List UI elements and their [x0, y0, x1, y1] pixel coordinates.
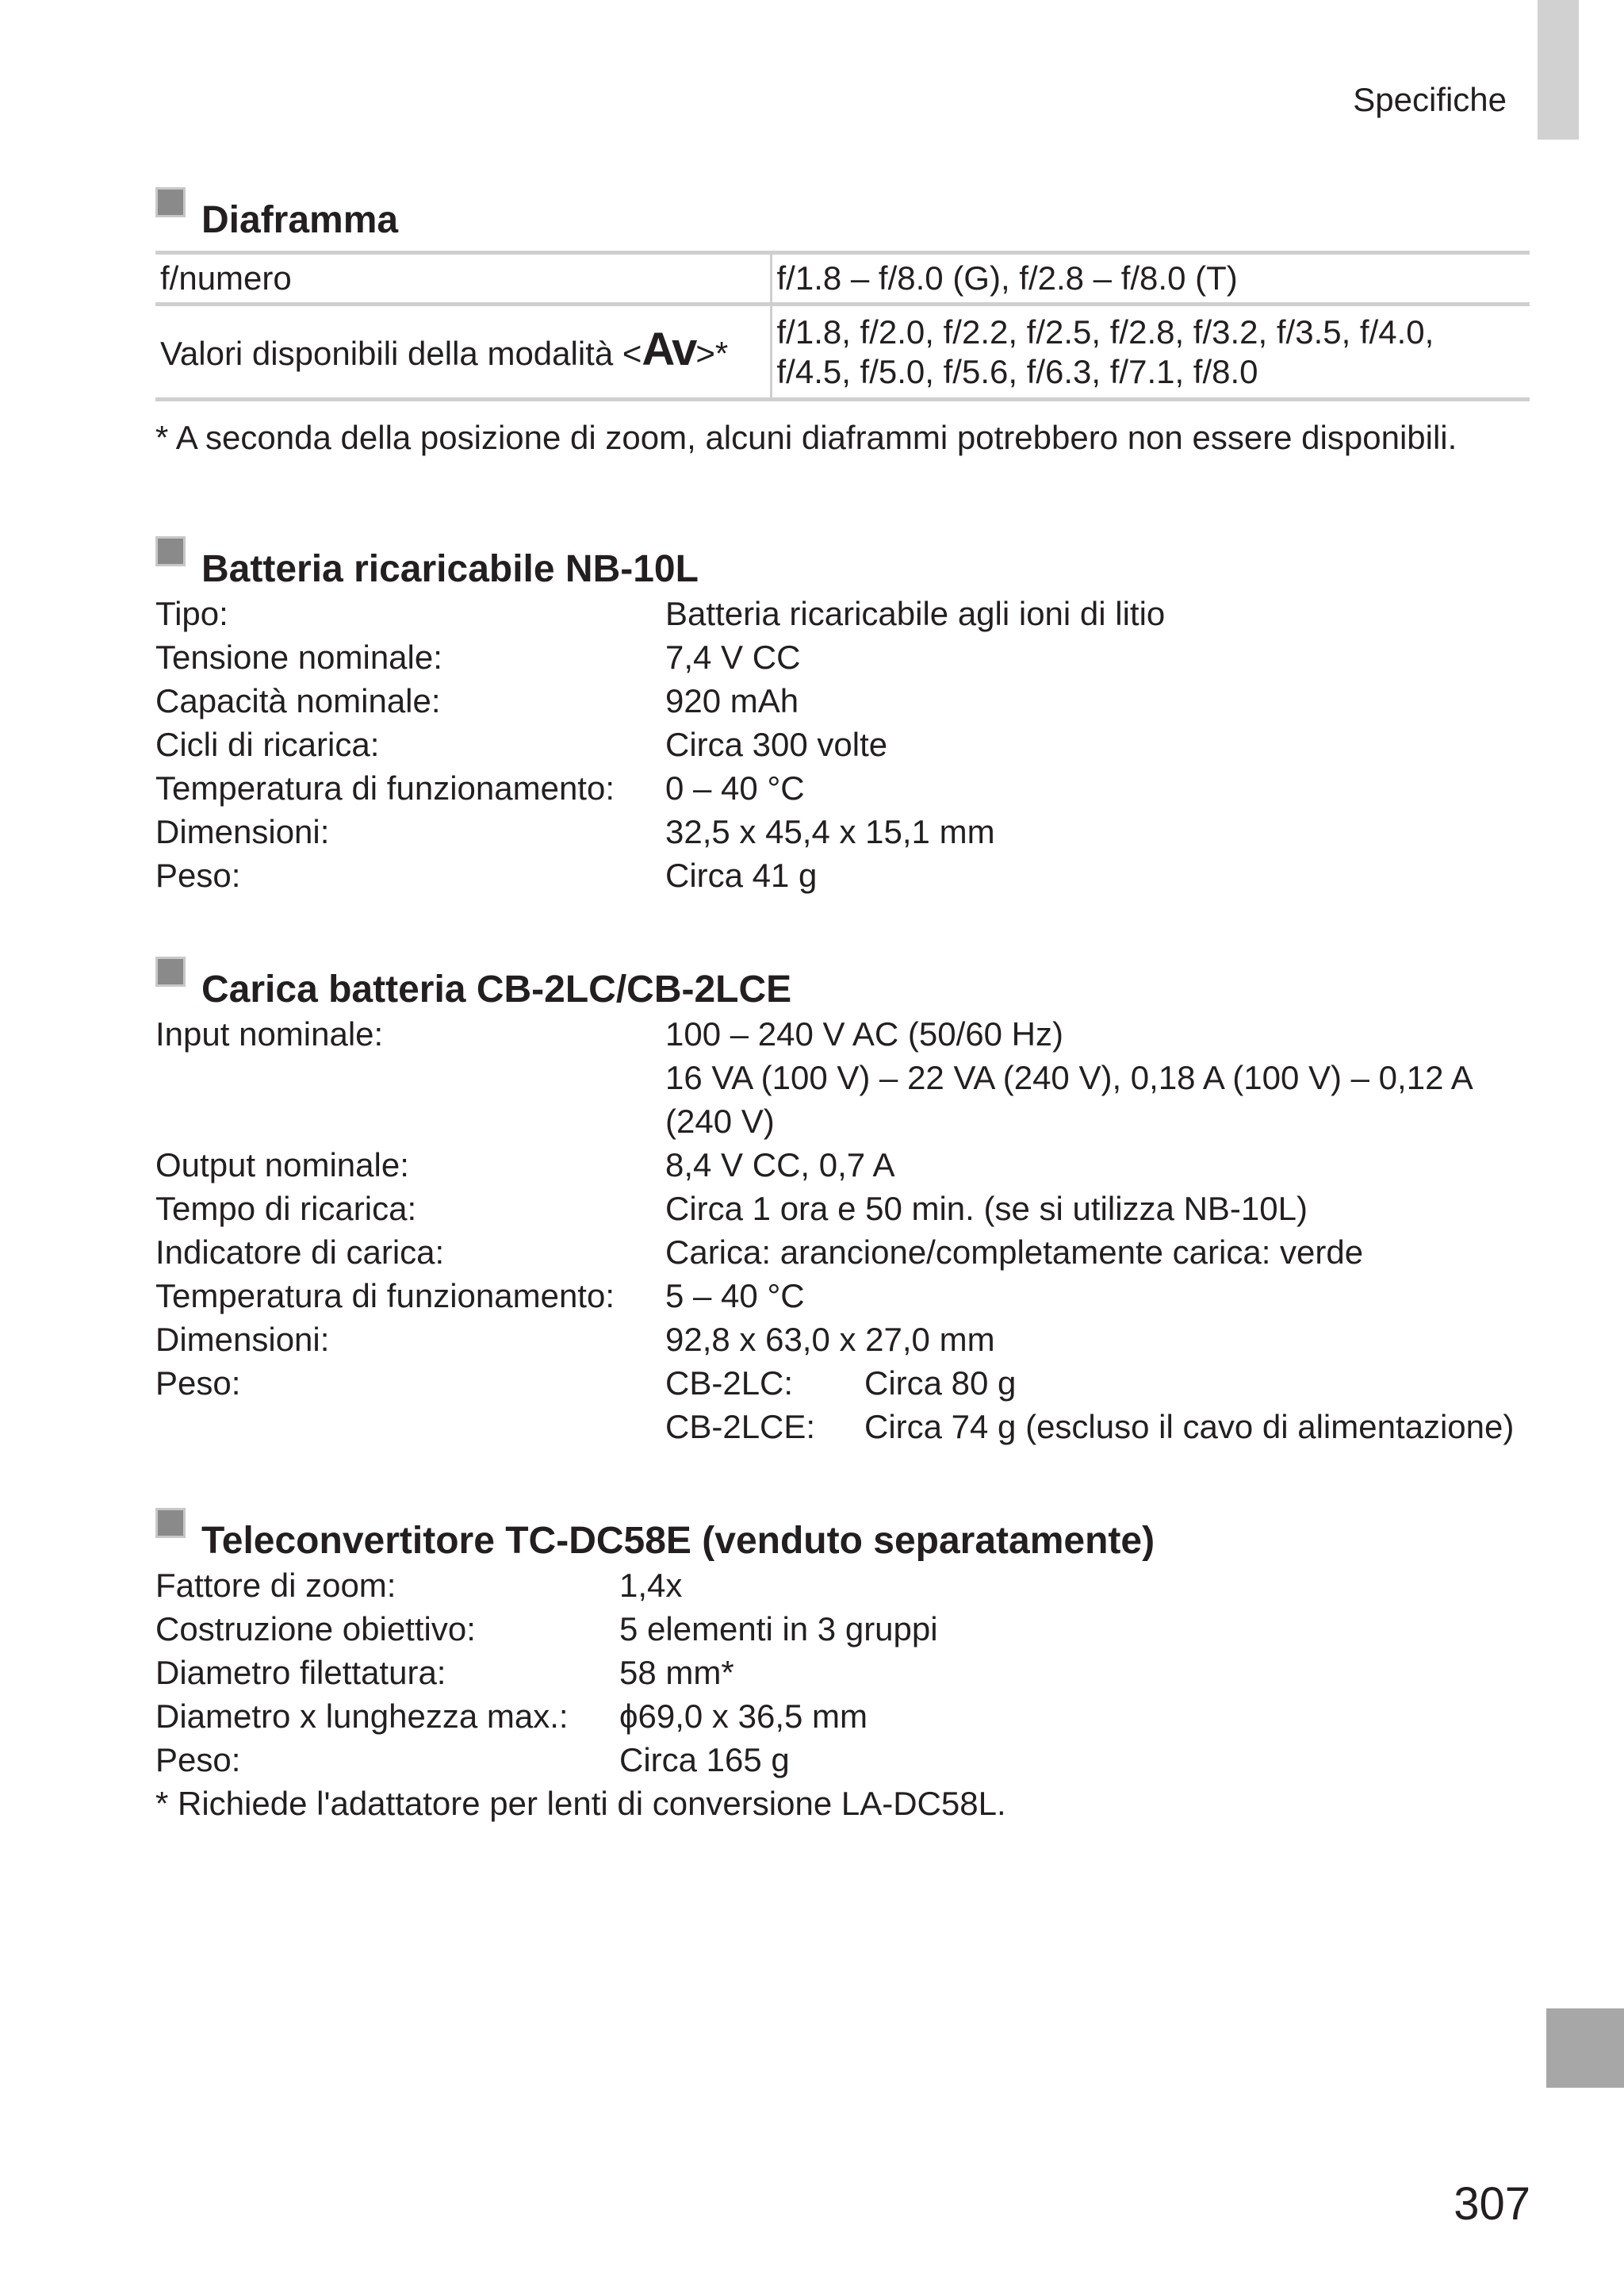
spec-label: Tipo:: [155, 595, 228, 632]
spec-value: 5 – 40 °C: [665, 1277, 805, 1314]
running-header: Specifiche: [1353, 81, 1507, 118]
spec-list: [155, 1012, 1530, 1448]
spec-row: [155, 853, 1530, 897]
model-weight: Circa 74 g (escluso il cavo di alimentazione): [864, 1408, 1515, 1445]
model-weight: Circa 80 g: [864, 1364, 1017, 1402]
spec-label: Temperatura di funzionamento:: [155, 769, 615, 807]
spec-value: Circa 165 g: [619, 1741, 790, 1778]
value-line: 16 VA (100 V) – 22 VA (240 V), 0,18 A (100 V) – 0,12 A: [665, 1059, 1473, 1096]
section-title: [155, 1519, 1530, 1563]
section-marker-icon: [155, 187, 186, 217]
spec-label: Diametro filettatura:: [155, 1654, 446, 1691]
section-title-text: Diaframma: [201, 199, 399, 241]
section-title: [155, 198, 1530, 243]
table-cell-value: f/1.8 – f/8.0 (G), f/2.8 – f/8.0 (T): [771, 253, 1530, 305]
section-title-text: Carica batteria CB-2LC/CB-2LCE: [201, 969, 792, 1011]
spec-row: [155, 810, 1530, 853]
spec-label: Costruzione obiettivo:: [155, 1610, 476, 1647]
spec-value: 32,5 x 45,4 x 15,1 mm: [665, 813, 995, 850]
spec-value: Circa 1 ora e 50 min. (se si utilizza NB-10L): [665, 1190, 1308, 1227]
weight-line: [665, 1405, 1530, 1448]
spec-value: Circa 41 g: [665, 857, 818, 894]
spec-label: Dimensioni:: [155, 813, 330, 850]
value-line: f/1.8, f/2.0, f/2.2, f/2.5, f/2.8, f/3.2, f/3.5, f/4.0,: [776, 313, 1434, 351]
av-mode-icon: Av: [642, 324, 696, 375]
spec-row: [155, 1012, 1530, 1143]
value-line: (240 V): [665, 1103, 775, 1140]
spec-label: Fattore di zoom:: [155, 1567, 396, 1604]
table-row: [155, 253, 1530, 305]
section-title-text: Batteria ricaricabile NB-10L: [201, 548, 699, 590]
section-marker-icon: [155, 1508, 186, 1538]
spec-label: Dimensioni:: [155, 1321, 330, 1358]
section-battery: [155, 547, 1530, 897]
spec-label: Tempo di ricarica:: [155, 1190, 417, 1227]
spec-label: Input nominale:: [155, 1015, 384, 1053]
table-row: [155, 305, 1530, 400]
aperture-table: [155, 251, 1530, 401]
spec-row: [155, 635, 1530, 679]
spec-row: [155, 592, 1530, 635]
spec-value: 8,4 V CC, 0,7 A: [665, 1146, 895, 1183]
spec-row: [155, 1651, 1530, 1694]
spec-row: [155, 679, 1530, 723]
spec-row: [155, 1738, 1530, 1782]
page-number: 307: [1454, 2178, 1530, 2230]
spec-label: Capacità nominale:: [155, 682, 441, 719]
chapter-tab-side: [1546, 2008, 1624, 2088]
spec-label: Peso:: [155, 1364, 241, 1402]
spec-label: Output nominale:: [155, 1146, 409, 1183]
spec-label: Diametro x lunghezza max.:: [155, 1697, 569, 1735]
model-name: CB-2LC:: [665, 1364, 794, 1402]
spec-value: 7,4 V CC: [665, 639, 801, 676]
section-marker-icon: [155, 957, 186, 987]
section-title-text: Teleconvertitore TC-DC58E (venduto separatamente): [201, 1520, 1155, 1562]
spec-list: [155, 592, 1530, 897]
value-line: 100 – 240 V AC (50/60 Hz): [665, 1015, 1063, 1053]
spec-label: Indicatore di carica:: [155, 1233, 445, 1271]
spec-row: [155, 1318, 1530, 1361]
section-title: [155, 547, 1530, 592]
table-cell-label: [155, 305, 771, 400]
spec-row: [155, 1361, 1530, 1448]
section-teleconverter: [155, 1519, 1530, 1825]
spec-label: Peso:: [155, 857, 241, 894]
spec-row: [155, 1607, 1530, 1651]
spec-row: [155, 723, 1530, 766]
spec-label: Tensione nominale:: [155, 639, 442, 676]
spec-row: [155, 1143, 1530, 1187]
footnote: * Richiede l'adattatore per lenti di conversione LA-DC58L.: [155, 1785, 1006, 1822]
spec-row: [155, 1230, 1530, 1274]
spec-value: Carica: arancione/completamente carica: verde: [665, 1233, 1364, 1271]
spec-row: [155, 1563, 1530, 1607]
table-cell-label: f/numero: [155, 253, 771, 305]
spec-value: 0 – 40 °C: [665, 769, 805, 807]
spec-list: [155, 1563, 1530, 1825]
spec-value: [665, 1361, 1530, 1448]
weight-line: [665, 1361, 1530, 1405]
chapter-tab-top: [1538, 0, 1579, 140]
spec-value: [665, 1012, 1530, 1143]
spec-value: Circa 300 volte: [665, 726, 888, 763]
label-suffix: >*: [695, 335, 729, 372]
section-aperture: [155, 198, 1530, 460]
spec-row: [155, 1187, 1530, 1230]
spec-value: ϕ69,0 x 36,5 mm: [619, 1697, 868, 1735]
spec-label: Peso:: [155, 1741, 241, 1778]
spec-value: 1,4x: [619, 1567, 683, 1604]
spec-value: 5 elementi in 3 gruppi: [619, 1610, 938, 1647]
label-prefix: Valori disponibili della modalità <: [160, 335, 642, 372]
spec-value: Batteria ricaricabile agli ioni di litio: [665, 595, 1166, 632]
table-cell-value: [771, 305, 1530, 400]
spec-value: 92,8 x 63,0 x 27,0 mm: [665, 1321, 995, 1358]
spec-value: 920 mAh: [665, 682, 799, 719]
value-line: f/4.5, f/5.0, f/5.6, f/6.3, f/7.1, f/8.0: [776, 352, 1258, 390]
section-charger: [155, 968, 1530, 1448]
spec-row: [155, 1274, 1530, 1318]
spec-value: 58 mm*: [619, 1654, 734, 1691]
model-name: CB-2LCE:: [665, 1408, 816, 1445]
spec-row: [155, 766, 1530, 810]
spec-row: [155, 1694, 1530, 1738]
spec-label: Temperatura di funzionamento:: [155, 1277, 615, 1314]
section-title: [155, 968, 1530, 1012]
footnote: * A seconda della posizione di zoom, alcuni diaframmi potrebbero non essere disponibili.: [155, 419, 1457, 456]
section-marker-icon: [155, 536, 186, 566]
spec-label: Cicli di ricarica:: [155, 726, 380, 763]
